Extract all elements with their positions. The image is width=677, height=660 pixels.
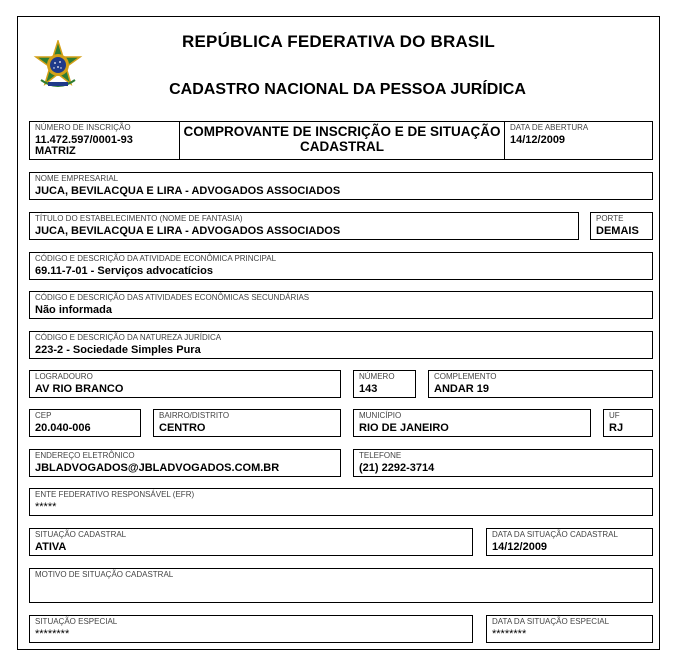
atividades-secundarias-box (29, 291, 653, 319)
email-value: JBLADVOGADOS@JBLADVOGADOS.COM.BR (35, 462, 280, 474)
fantasia-value: JUCA, BEVILACQUA E LIRA - ADVOGADOS ASSOCIADOS (35, 225, 341, 237)
nome-empresarial-box (29, 172, 653, 200)
uf-box (603, 409, 653, 437)
page-title: REPÚBLICA FEDERATIVA DO BRASIL (182, 32, 495, 51)
efr-box (29, 488, 653, 516)
page-subtitle: CADASTRO NACIONAL DA PESSOA JURÍDICA (169, 81, 526, 98)
situacao-cadastral-value: ATIVA (35, 541, 67, 553)
complemento-box (428, 370, 653, 398)
logradouro-value: AV RIO BRANCO (35, 383, 124, 395)
abertura-box (504, 121, 653, 160)
complemento-value: ANDAR 19 (434, 383, 490, 395)
data-situacao-box (486, 528, 653, 556)
abertura-value: 14/12/2009 (510, 134, 566, 146)
numero-label: NÚMERO (359, 372, 395, 381)
data-situacao-label: DATA DA SITUAÇÃO CADASTRAL (492, 530, 618, 539)
inscricao-value: 11.472.597/0001-93 (35, 134, 133, 146)
motivo-box (29, 568, 653, 603)
uf-value: RJ (609, 422, 624, 434)
municipio-box (353, 409, 591, 437)
efr-value: ***** (35, 501, 57, 513)
atividades-secundarias-value: Não informada (35, 304, 113, 316)
municipio-label: MUNICÍPIO (359, 411, 402, 420)
numero-value: 143 (359, 383, 378, 395)
inscricao-box (29, 121, 180, 160)
fantasia-label: TÍTULO DO ESTABELECIMENTO (NOME DE FANTASIA) (35, 214, 243, 223)
email-box (29, 449, 341, 477)
atividade-principal-label: CÓDIGO E DESCRIÇÃO DA ATIVIDADE ECONÔMICA PRINCIPAL (35, 254, 277, 263)
telefone-box (353, 449, 653, 477)
efr-label: ENTE FEDERATIVO RESPONSÁVEL (EFR) (35, 490, 195, 499)
cep-box (29, 409, 141, 437)
situacao-cadastral-label: SITUAÇÃO CADASTRAL (35, 530, 127, 539)
situacao-especial-box (29, 615, 473, 643)
email-label: ENDEREÇO ELETRÔNICO (35, 451, 135, 460)
inscricao-label: NÚMERO DE INSCRIÇÃO (35, 123, 131, 132)
uf-label: UF (609, 411, 620, 420)
data-especial-value: ******** (492, 628, 527, 640)
porte-box (590, 212, 653, 240)
nome-empresarial-label: NOME EMPRESARIAL (35, 174, 119, 183)
cep-label: CEP (35, 411, 52, 420)
situacao-especial-label: SITUAÇÃO ESPECIAL (35, 617, 118, 626)
comprovante-title-line1: COMPROVANTE DE INSCRIÇÃO E DE SITUAÇÃO (183, 124, 501, 139)
porte-label: PORTE (596, 214, 624, 223)
data-especial-label: DATA DA SITUAÇÃO ESPECIAL (492, 617, 610, 626)
atividades-secundarias-label: CÓDIGO E DESCRIÇÃO DAS ATIVIDADES ECONÔMICAS SECUNDÁRIAS (35, 293, 310, 302)
abertura-label: DATA DE ABERTURA (510, 123, 589, 132)
situacao-especial-value: ******** (35, 628, 70, 640)
cep-value: 20.040-006 (35, 422, 91, 434)
numero-box (353, 370, 416, 398)
complemento-label: COMPLEMENTO (434, 372, 497, 381)
nome-empresarial-value: JUCA, BEVILACQUA E LIRA - ADVOGADOS ASSOCIADOS (35, 185, 341, 197)
natureza-juridica-value: 223-2 - Sociedade Simples Pura (35, 344, 201, 356)
comprovante-title-line2: CADASTRAL (300, 139, 384, 154)
inscricao-tipo: MATRIZ (35, 145, 76, 157)
natureza-juridica-label: CÓDIGO E DESCRIÇÃO DA NATUREZA JURÍDICA (35, 333, 222, 342)
bairro-label: BAIRRO/DISTRITO (159, 411, 230, 420)
telefone-value: (21) 2292-3714 (359, 462, 435, 474)
fantasia-box (29, 212, 579, 240)
atividade-principal-box (29, 252, 653, 280)
porte-value: DEMAIS (596, 225, 639, 237)
bairro-value: CENTRO (159, 422, 206, 434)
telefone-label: TELEFONE (359, 451, 402, 460)
logradouro-label: LOGRADOURO (35, 372, 93, 381)
logradouro-box (29, 370, 341, 398)
data-situacao-value: 14/12/2009 (492, 541, 548, 553)
motivo-label: MOTIVO DE SITUAÇÃO CADASTRAL (35, 570, 174, 579)
natureza-juridica-box (29, 331, 653, 359)
comprovante-title (180, 124, 504, 154)
bairro-box (153, 409, 341, 437)
municipio-value: RIO DE JANEIRO (359, 422, 449, 434)
situacao-cadastral-box (29, 528, 473, 556)
comprovante-box (179, 121, 505, 160)
data-especial-box (486, 615, 653, 643)
atividade-principal-value: 69.11-7-01 - Serviços advocatícios (35, 265, 213, 277)
